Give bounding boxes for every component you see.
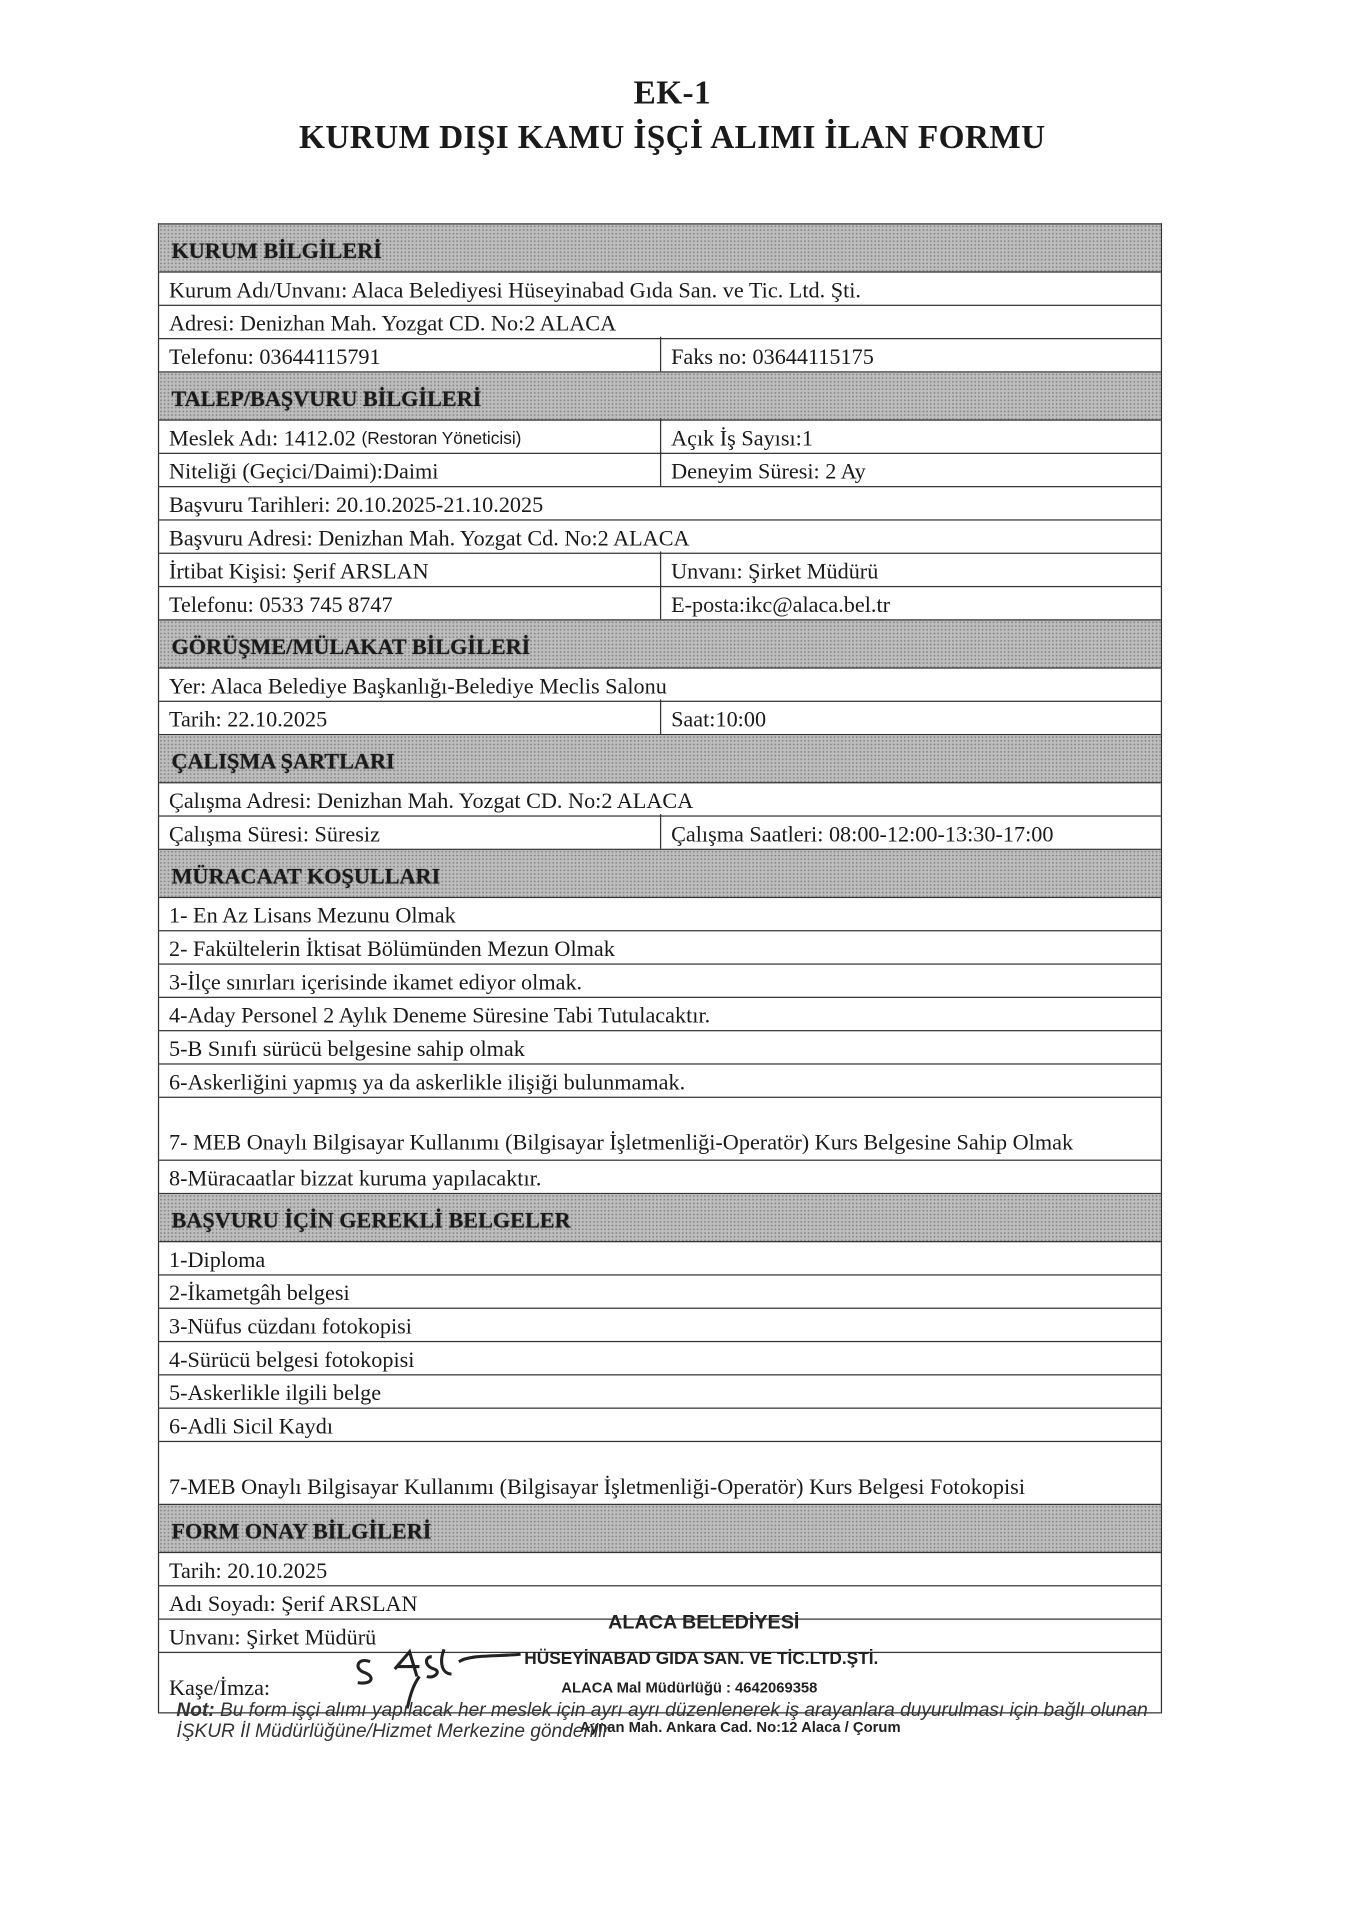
document-text: 7-MEB Onaylı Bilgisayar Kullanımı (Bilgisayar İşletmenliği-Operatör) Kurs Belgesi Fotokopisi bbox=[169, 1474, 1026, 1499]
condition-text: 4-Aday Personel 2 Aylık Deneme Süresine Tabi Tutulacaktır. bbox=[169, 1002, 711, 1028]
condition-item bbox=[159, 1031, 1161, 1064]
condition-text: 6-Askerliğini yapmış ya da askerlikle ilişiği bulunmamak. bbox=[169, 1069, 686, 1095]
approval-name: Adı Soyadı: Şerif ARSLAN bbox=[169, 1591, 418, 1617]
section-onay bbox=[159, 1505, 1161, 1553]
condition-item bbox=[159, 965, 1161, 998]
application-dates: Başvuru Tarihleri: 20.10.2025-21.10.2025 bbox=[169, 492, 544, 517]
condition-item bbox=[159, 1065, 1161, 1098]
form-row bbox=[159, 817, 1161, 850]
work-hours: Çalışma Saatleri: 08:00-12:00-13:30-17:00 bbox=[671, 821, 1054, 847]
section-title: FORM ONAY BİLGİLERİ bbox=[171, 1518, 432, 1544]
work-duration: Çalışma Süresi: Süresiz bbox=[159, 814, 661, 849]
note-label: Not: bbox=[176, 1699, 215, 1721]
document-item bbox=[159, 1442, 1161, 1505]
meslek-code: Meslek Adı: 1412.02 bbox=[169, 425, 356, 451]
stamp-line-4: Aynan Mah. Ankara Cad. No:12 Alaca / Çorum bbox=[579, 1718, 901, 1736]
condition-item bbox=[159, 998, 1161, 1031]
document-item bbox=[159, 1342, 1161, 1375]
condition-text: 8-Müracaatlar bizzat kuruma yapılacaktır. bbox=[169, 1165, 542, 1191]
approval-date: Tarih: 20.10.2025 bbox=[169, 1558, 328, 1583]
open-positions: Açık İş Sayısı:1 bbox=[671, 425, 813, 451]
job-posting-form bbox=[158, 223, 1162, 1713]
condition-text: 7- MEB Onaylı Bilgisayar Kullanımı (Bilgisayar İşletmenliği-Operatör) Kurs Belgesine Sahip Olmak bbox=[169, 1129, 1074, 1155]
kurum-fax: Faks no: 03644115175 bbox=[671, 344, 874, 369]
condition-item bbox=[159, 1161, 1161, 1194]
document-item bbox=[159, 1276, 1161, 1309]
contact-phone: Telefonu: 0533 745 8747 bbox=[159, 585, 661, 620]
condition-text: 5-B Sınıfı sürücü belgesine sahip olmak bbox=[169, 1036, 525, 1061]
form-row bbox=[159, 783, 1161, 816]
form-row bbox=[159, 454, 1161, 487]
condition-text: 2- Fakültelerin İktisat Bölümünden Mezun Olmak bbox=[169, 936, 615, 961]
form-row bbox=[159, 669, 1161, 702]
contact-person: İrtibat Kişisi: Şerif ARSLAN bbox=[159, 551, 661, 586]
document-text: 6-Adli Sicil Kaydı bbox=[169, 1413, 334, 1439]
document-text: 4-Sürücü belgesi fotokopisi bbox=[169, 1347, 415, 1372]
form-row bbox=[159, 487, 1161, 520]
kurum-name: Kurum Adı/Unvanı: Alaca Belediyesi Hüseyinabad Gıda San. ve Tic. Ltd. Şti. bbox=[169, 277, 861, 303]
section-muracaat bbox=[159, 850, 1161, 898]
form-row bbox=[159, 587, 1161, 620]
kurum-address: Adresi: Denizhan Mah. Yozgat CD. No:2 ALACA bbox=[169, 310, 617, 336]
form-row bbox=[159, 339, 1161, 372]
deneyim: Deneyim Süresi: 2 Ay bbox=[671, 458, 866, 484]
section-title: ÇALIŞMA ŞARTLARI bbox=[171, 748, 395, 774]
kurum-phone: Telefonu: 03644115791 bbox=[159, 337, 661, 372]
form-row bbox=[159, 521, 1161, 554]
section-calisma bbox=[159, 735, 1161, 783]
work-address: Çalışma Adresi: Denizhan Mah. Yozgat CD. No:2 ALACA bbox=[169, 788, 694, 813]
meslek bbox=[159, 418, 661, 453]
document-text: 5-Askerlikle ilgili belge bbox=[169, 1380, 382, 1406]
condition-item bbox=[159, 931, 1161, 964]
interview-time: Saat:10:00 bbox=[671, 706, 767, 732]
section-title: GÖRÜŞME/MÜLAKAT BİLGİLERİ bbox=[171, 634, 531, 659]
meslek-name: (Restoran Yöneticisi) bbox=[361, 428, 522, 448]
form-row bbox=[159, 306, 1161, 339]
section-title: TALEP/BAŞVURU BİLGİLERİ bbox=[171, 386, 482, 411]
condition-item bbox=[159, 898, 1161, 931]
section-title: KURUM BİLGİLERİ bbox=[171, 238, 382, 263]
form-row bbox=[159, 421, 1161, 454]
document-item bbox=[159, 1309, 1161, 1342]
stamp-line-3: ALACA Mal Müdürlüğü : 4642069358 bbox=[561, 1678, 818, 1697]
signature bbox=[345, 1635, 530, 1709]
document-text: 2-İkametgâh belgesi bbox=[169, 1280, 350, 1306]
document-text: 1-Diploma bbox=[169, 1247, 266, 1272]
nitelik: Niteliği (Geçici/Daimi):Daimi bbox=[159, 451, 661, 486]
condition-text: 3-İlçe sınırları içerisinde ikamet ediyor olmak. bbox=[169, 969, 583, 995]
condition-text: 1- En Az Lisans Mezunu Olmak bbox=[169, 902, 456, 928]
application-address: Başvuru Adresi: Denizhan Mah. Yozgat Cd. No:2 ALACA bbox=[169, 525, 690, 551]
note-text: Bu form işçi alımı yapılacak her meslek için ayrı ayrı düzenlenerek iş arayanlara duyurulması için bağlı olunan İŞKUR İl Müdürlüğüne/Hizmet Merkezine gönderilir bbox=[176, 1699, 1148, 1742]
annex-label: EK-1 bbox=[633, 74, 711, 112]
approval-title: Unvanı: Şirket Müdürü bbox=[169, 1624, 377, 1650]
page-title: KURUM DIŞI KAMU İŞÇİ ALIMI İLAN FORMU bbox=[299, 118, 1046, 156]
interview-date: Tarih: 22.10.2025 bbox=[159, 699, 661, 734]
footnote bbox=[176, 1700, 1175, 1742]
section-title: BAŞVURU İÇİN GEREKLİ BELGELER bbox=[171, 1207, 571, 1233]
form-row bbox=[159, 554, 1161, 587]
section-gorusme bbox=[159, 621, 1161, 669]
interview-place: Yer: Alaca Belediye Başkanlığı-Belediye Meclis Salonu bbox=[169, 673, 667, 699]
form-row bbox=[159, 702, 1161, 735]
document-item bbox=[159, 1409, 1161, 1442]
contact-title: Unvanı: Şirket Müdürü bbox=[671, 558, 879, 584]
document-item bbox=[159, 1375, 1161, 1408]
form-row bbox=[159, 1553, 1161, 1586]
section-belgeler bbox=[159, 1194, 1161, 1242]
document-item bbox=[159, 1242, 1161, 1275]
section-title: MÜRACAAT KOŞULLARI bbox=[171, 863, 441, 889]
section-kurum bbox=[159, 225, 1161, 273]
stamp-signature-label: Kaşe/İmza: bbox=[169, 1675, 271, 1700]
contact-email: E-posta:ikc@alaca.bel.tr bbox=[671, 592, 891, 617]
form-row bbox=[159, 273, 1161, 306]
stamp-line-1: ALACA BELEDİYESİ bbox=[608, 1612, 800, 1634]
document-text: 3-Nüfus cüzdanı fotokopisi bbox=[169, 1313, 412, 1339]
stamp-line-2: HÜSEYİNABAD GIDA SAN. VE TİC.LTD.ŞTİ. bbox=[524, 1648, 879, 1668]
condition-item bbox=[159, 1098, 1161, 1161]
section-talep bbox=[159, 373, 1161, 421]
